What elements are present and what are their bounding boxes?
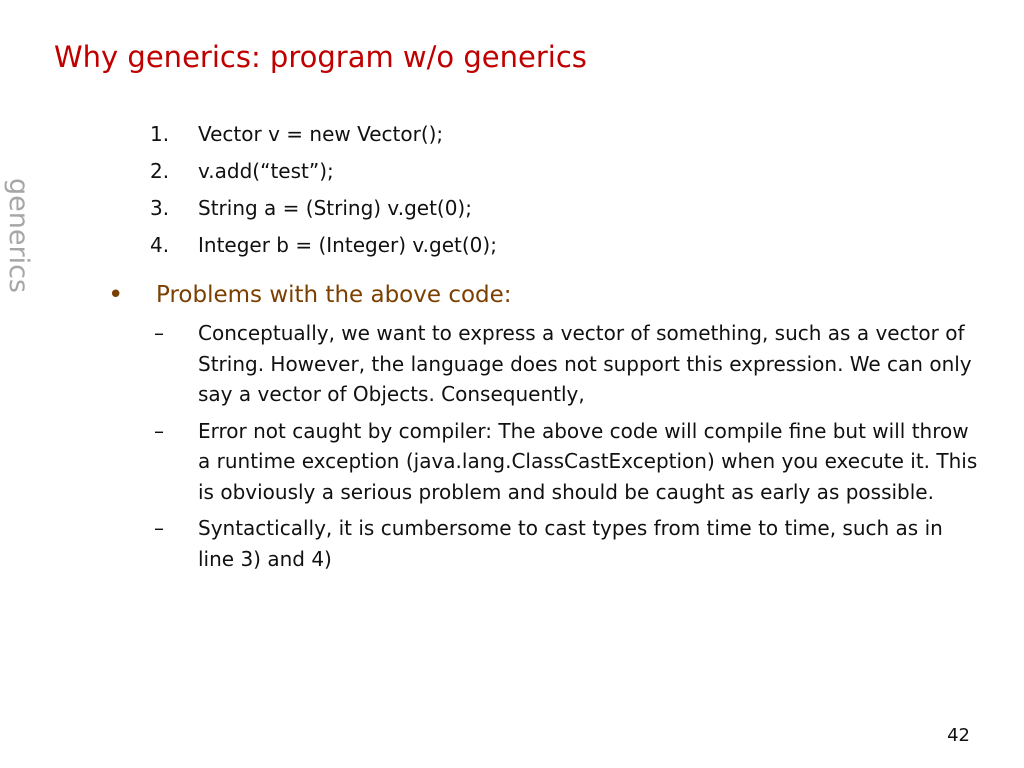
problems-section [108,278,978,580]
code-line-number: 3. [150,196,170,220]
side-label: generics [3,178,34,293]
code-line-item [150,190,497,227]
dash-marker: – [154,418,164,443]
problems-heading: Problems with the above code: [156,282,512,308]
problems-bullet [108,278,978,312]
code-line-text: v.add(“test”); [198,159,334,183]
page-number: 42 [947,725,970,746]
problem-text: Syntactically, it is cumbersome to cast types from time to time, such as in line 3) and 4) [198,516,943,571]
problem-item [154,513,978,574]
dash-marker: – [154,516,164,540]
slide-title: Why generics: program w/o generics [54,40,587,74]
problem-text: Error not caught by compiler: The above code will compile fine but will throw a runtime exception (java.lang.ClassCastException) when you execute it. This is obviously a serious problem and should be caught as early as possible. [198,418,978,504]
code-line-item [150,227,497,264]
code-line-number: 4. [150,233,170,257]
code-line-text: String a = (String) v.get(0); [198,196,472,220]
code-lines-list [150,116,497,264]
code-line-number: 1. [150,122,170,146]
code-line-text: Vector v = new Vector(); [198,122,444,146]
code-line-item [150,153,497,190]
dash-marker: – [154,321,164,345]
code-line-text: Integer b = (Integer) v.get(0); [198,233,497,257]
problems-list [154,318,978,574]
problem-text: Conceptually, we want to express a vector of something, such as a vector of String. However, the language does not support this expression. We can only say a vector of Objects. Consequently, [198,321,972,406]
bullet-marker: • [108,280,124,310]
problem-item [154,416,978,508]
problem-item [154,318,978,410]
code-line-number: 2. [150,159,170,183]
code-line-item [150,116,497,153]
